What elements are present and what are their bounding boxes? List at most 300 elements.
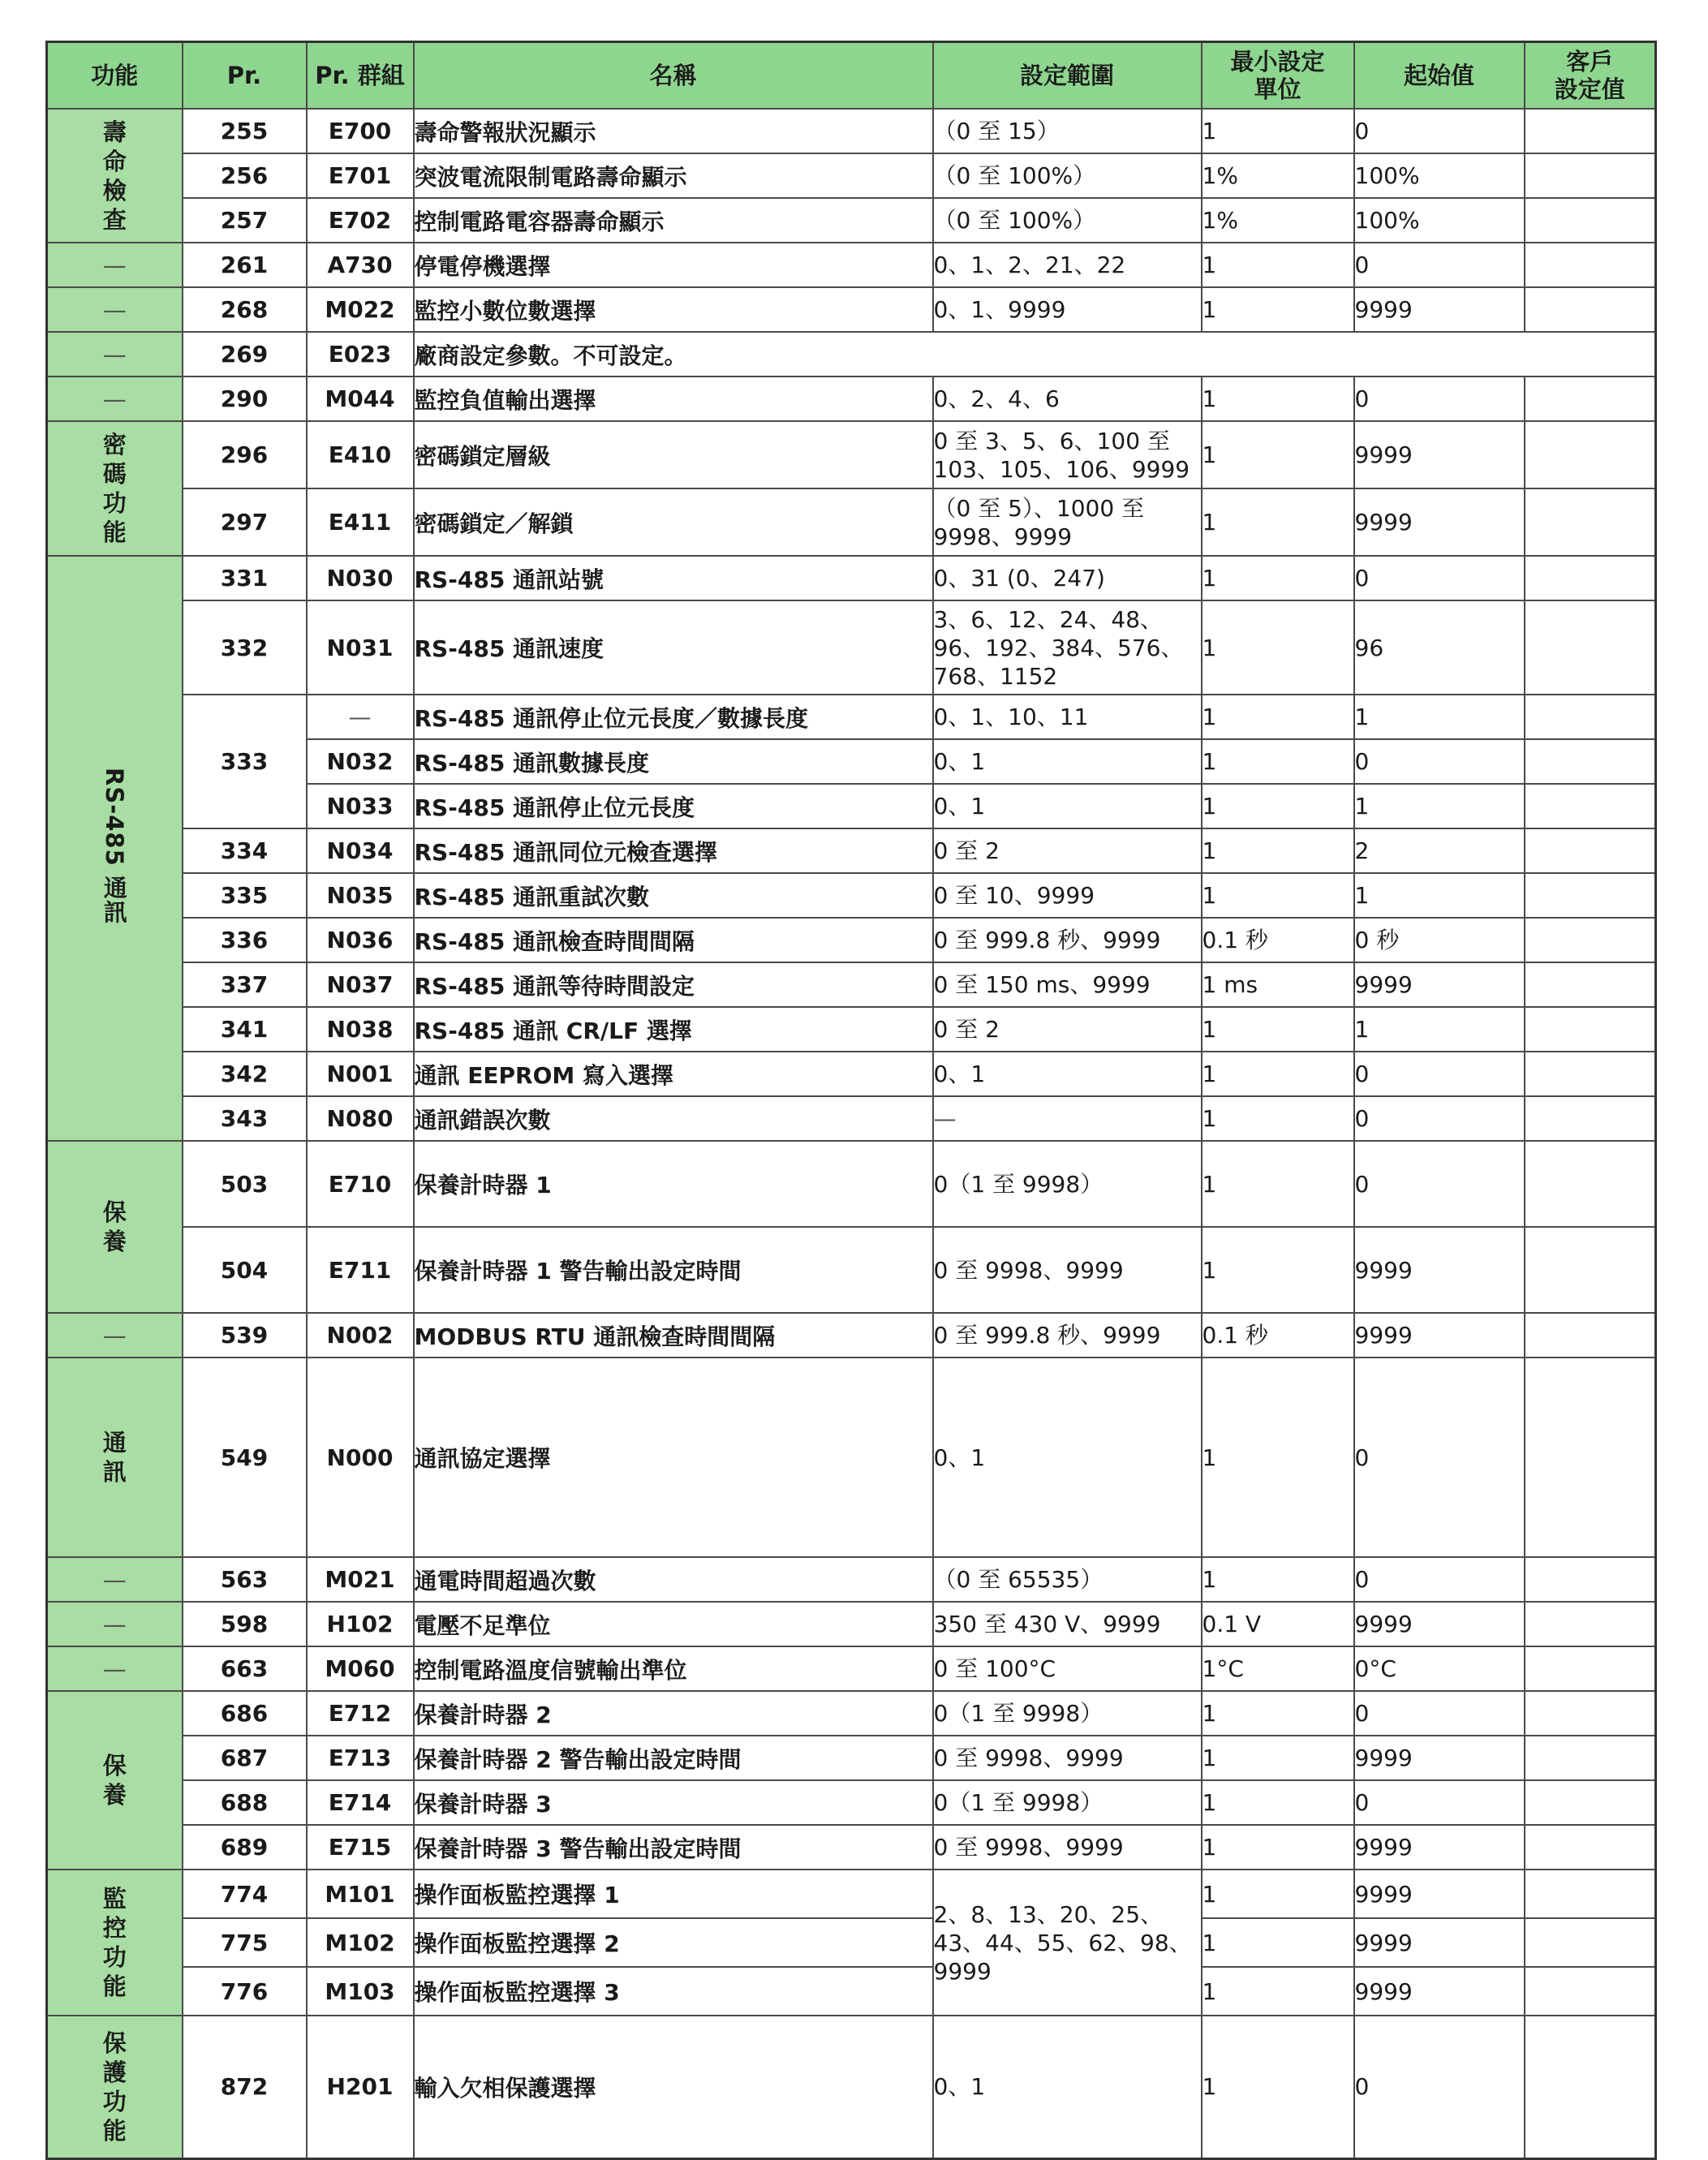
cell-pr: 331 <box>183 556 307 600</box>
cell-pr: 774 <box>183 1870 307 1918</box>
table-row <box>47 1870 1656 1918</box>
cell-range: — <box>933 1096 1202 1141</box>
cell-group: M101 <box>307 1870 414 1918</box>
cell-unit: 1 <box>1202 1780 1354 1825</box>
cell-range: （0 至 100%） <box>933 153 1202 198</box>
cell-init: 9999 <box>1354 1870 1525 1918</box>
cell-range <box>933 1870 1202 2016</box>
cell-init: 0 <box>1354 2016 1525 2158</box>
cell-customer[interactable] <box>1525 109 1656 153</box>
cell-name: 保養計時器 2 警告輸出設定時間 <box>414 1736 933 1780</box>
range-line: （0 至 5）、1000 至 <box>933 494 1145 522</box>
table-row <box>47 1602 1656 1646</box>
cell-unit: 1 <box>1202 1096 1354 1141</box>
header-init: 起始值 <box>1354 42 1525 110</box>
table-row <box>47 1691 1656 1736</box>
cell-group: N030 <box>307 556 414 600</box>
range-line: 9999 <box>933 1957 992 1985</box>
table-row <box>47 243 1656 287</box>
category-communication: 通 訊 <box>47 1358 183 1557</box>
cell-init: 1 <box>1354 695 1525 739</box>
cell-customer[interactable] <box>1525 1870 1656 1918</box>
cell-group: — <box>307 695 414 739</box>
cell-pr: 343 <box>183 1096 307 1141</box>
cell-name: 保養計時器 3 警告輸出設定時間 <box>414 1825 933 1870</box>
cell-name: RS-485 通訊數據長度 <box>414 739 933 784</box>
cell-unit: 1 <box>1202 828 1354 873</box>
cell-customer[interactable] <box>1525 1646 1656 1691</box>
cell-init: 0 <box>1354 1557 1525 1602</box>
cell-range: 0 至 150 ms、9999 <box>933 962 1202 1007</box>
table-row <box>47 1736 1656 1780</box>
cell-unit: 1 <box>1202 1358 1354 1557</box>
cell-customer[interactable] <box>1525 1007 1656 1052</box>
cell-customer[interactable] <box>1525 1918 1656 1967</box>
cell-name: 監控負值輸出選擇 <box>414 376 933 421</box>
cell-unit: 1 <box>1202 1967 1354 2016</box>
cell-range: 0 至 10、9999 <box>933 873 1202 918</box>
cell-unit: 1 <box>1202 1691 1354 1736</box>
cell-group: N002 <box>307 1313 414 1358</box>
table-row <box>47 1141 1656 1227</box>
cell-group: N034 <box>307 828 414 873</box>
cell-range: （0 至 15） <box>933 109 1202 153</box>
range-line: 9998、9999 <box>933 523 1073 550</box>
table-row <box>47 1358 1656 1557</box>
cell-name: 壽命警報狀況顯示 <box>414 109 933 153</box>
cell-pr: 504 <box>183 1227 307 1313</box>
header-func: 功能 <box>47 42 183 110</box>
cell-init: 0 <box>1354 1780 1525 1825</box>
cell-group: M044 <box>307 376 414 421</box>
cell-customer[interactable] <box>1525 243 1656 287</box>
cell-customer[interactable] <box>1525 1736 1656 1780</box>
table-row <box>47 1780 1656 1825</box>
cell-range: 0、31 (0、247) <box>933 556 1202 600</box>
cell-name: RS-485 通訊重試次數 <box>414 873 933 918</box>
cell-range: 0 至 2 <box>933 828 1202 873</box>
cell-group: M021 <box>307 1557 414 1602</box>
cell-customer[interactable] <box>1525 600 1656 695</box>
cell-group: H201 <box>307 2016 414 2158</box>
cell-init: 9999 <box>1354 421 1525 488</box>
cell-name: RS-485 通訊檢查時間間隔 <box>414 918 933 962</box>
cell-customer[interactable] <box>1525 1780 1656 1825</box>
cell-name: 通訊錯誤次數 <box>414 1096 933 1141</box>
cell-pr: 872 <box>183 2016 307 2158</box>
cell-name: 保養計時器 3 <box>414 1780 933 1825</box>
cell-name: 控制電路溫度信號輸出準位 <box>414 1646 933 1691</box>
cell-range: 0、1、9999 <box>933 287 1202 332</box>
cell-customer[interactable] <box>1525 918 1656 962</box>
cell-init: 9999 <box>1354 1967 1525 2016</box>
range-line: 2、8、13、20、25、 <box>933 1900 1164 1928</box>
cell-pr: 335 <box>183 873 307 918</box>
cell-range: 0、1 <box>933 1358 1202 1557</box>
cell-unit: 1 <box>1202 1227 1354 1313</box>
category-maintenance: 保 養 <box>47 1691 183 1870</box>
cell-name-note: 廠商設定參數。不可設定。 <box>414 332 1656 376</box>
range-line: 768、1152 <box>933 662 1058 690</box>
cell-group: N001 <box>307 1052 414 1096</box>
cell-group: E023 <box>307 332 414 376</box>
cell-unit: 1 <box>1202 556 1354 600</box>
category-rs485: RS-485 通訊 <box>47 556 183 1141</box>
cell-customer[interactable] <box>1525 695 1656 739</box>
cell-group: E714 <box>307 1780 414 1825</box>
cell-range: 0 至 999.8 秒、9999 <box>933 918 1202 962</box>
table-row <box>47 488 1656 556</box>
cell-unit: 1 <box>1202 287 1354 332</box>
cell-unit: 1 <box>1202 873 1354 918</box>
cell-pr: 297 <box>183 488 307 556</box>
cell-group: E712 <box>307 1691 414 1736</box>
cell-name: 操作面板監控選擇 1 <box>414 1870 933 1918</box>
cell-group: N038 <box>307 1007 414 1052</box>
table-row <box>47 1918 1656 1967</box>
cell-unit: 1 <box>1202 1870 1354 1918</box>
cell-range <box>933 488 1202 556</box>
cell-customer[interactable] <box>1525 1825 1656 1870</box>
table-row <box>47 1646 1656 1691</box>
cell-group: M102 <box>307 1918 414 1967</box>
range-line: 0 至 3、5、6、100 至 <box>933 427 1170 454</box>
cell-customer[interactable] <box>1525 1096 1656 1141</box>
cell-range: 0、1 <box>933 1052 1202 1096</box>
cell-name: 監控小數位數選擇 <box>414 287 933 332</box>
cell-init: 0 <box>1354 1141 1525 1227</box>
cell-init: 9999 <box>1354 287 1525 332</box>
header-name: 名稱 <box>414 42 933 110</box>
cell-name: RS-485 通訊同位元檢查選擇 <box>414 828 933 873</box>
category-none: — <box>47 1646 183 1691</box>
cell-init: 0 <box>1354 1096 1525 1141</box>
cell-customer[interactable] <box>1525 2016 1656 2158</box>
table-row <box>47 695 1656 739</box>
cell-group: N000 <box>307 1358 414 1557</box>
cell-name: 突波電流限制電路壽命顯示 <box>414 153 933 198</box>
cell-pr: 342 <box>183 1052 307 1096</box>
table-row <box>47 1052 1656 1096</box>
cell-pr: 686 <box>183 1691 307 1736</box>
cell-init: 100% <box>1354 198 1525 243</box>
cell-pr: 687 <box>183 1736 307 1780</box>
cell-unit: 1 <box>1202 243 1354 287</box>
cell-group: E411 <box>307 488 414 556</box>
cell-customer[interactable] <box>1525 198 1656 243</box>
category-none: — <box>47 1602 183 1646</box>
cell-customer[interactable] <box>1525 376 1656 421</box>
cell-range: 0、2、4、6 <box>933 376 1202 421</box>
table-row <box>47 918 1656 962</box>
table-row <box>47 153 1656 198</box>
cell-init: 2 <box>1354 828 1525 873</box>
cell-pr: 563 <box>183 1557 307 1602</box>
cell-name: 操作面板監控選擇 2 <box>414 1918 933 1967</box>
range-line: 103、105、106、9999 <box>933 455 1190 483</box>
cell-customer[interactable] <box>1525 739 1656 784</box>
cell-range: （0 至 100%） <box>933 198 1202 243</box>
cell-pr: 775 <box>183 1918 307 1967</box>
cell-customer[interactable] <box>1525 1602 1656 1646</box>
cell-customer[interactable] <box>1525 421 1656 488</box>
table-row <box>47 2016 1656 2158</box>
table-row <box>47 962 1656 1007</box>
cell-unit: 1 <box>1202 695 1354 739</box>
table-row <box>47 600 1656 695</box>
cell-group: N035 <box>307 873 414 918</box>
header-customer: 客戶 設定值 <box>1525 42 1656 110</box>
cell-init: 0 <box>1354 109 1525 153</box>
cell-unit: 1 <box>1202 1825 1354 1870</box>
cell-init: 9999 <box>1354 1227 1525 1313</box>
cell-name: 電壓不足準位 <box>414 1602 933 1646</box>
category-none: — <box>47 243 183 287</box>
cell-unit: 1 <box>1202 376 1354 421</box>
cell-group: E701 <box>307 153 414 198</box>
cell-group: E711 <box>307 1227 414 1313</box>
cell-pr: 296 <box>183 421 307 488</box>
cell-range: 0 至 999.8 秒、9999 <box>933 1313 1202 1358</box>
table-row <box>47 1557 1656 1602</box>
table-row <box>47 1313 1656 1358</box>
cell-name: 保養計時器 1 <box>414 1141 933 1227</box>
cell-group: N033 <box>307 784 414 828</box>
header-pr: Pr. <box>183 42 307 110</box>
table-row <box>47 109 1656 153</box>
header-range: 設定範圍 <box>933 42 1202 110</box>
cell-name: RS-485 通訊 CR/LF 選擇 <box>414 1007 933 1052</box>
cell-customer[interactable] <box>1525 1227 1656 1313</box>
cell-name: 通訊協定選擇 <box>414 1358 933 1557</box>
cell-init: 96 <box>1354 600 1525 695</box>
cell-range: 0、1 <box>933 2016 1202 2158</box>
cell-unit: 1 <box>1202 488 1354 556</box>
cell-pr: 503 <box>183 1141 307 1227</box>
cell-name: 密碼鎖定層級 <box>414 421 933 488</box>
cell-init: 0 <box>1354 243 1525 287</box>
cell-range: 0 至 9998、9999 <box>933 1736 1202 1780</box>
cell-name: RS-485 通訊停止位元長度 <box>414 784 933 828</box>
cell-unit: 1°C <box>1202 1646 1354 1691</box>
cell-pr: 256 <box>183 153 307 198</box>
cell-pr: 688 <box>183 1780 307 1825</box>
cell-name: RS-485 通訊停止位元長度／數據長度 <box>414 695 933 739</box>
cell-name: 停電停機選擇 <box>414 243 933 287</box>
cell-unit: 1 <box>1202 739 1354 784</box>
cell-range: 0、1 <box>933 784 1202 828</box>
cell-customer[interactable] <box>1525 1313 1656 1358</box>
cell-customer[interactable] <box>1525 556 1656 600</box>
cell-unit: 1 ms <box>1202 962 1354 1007</box>
cell-group: M060 <box>307 1646 414 1691</box>
cell-customer[interactable] <box>1525 1557 1656 1602</box>
cell-range: 0 至 9998、9999 <box>933 1227 1202 1313</box>
cell-unit: 0.1 秒 <box>1202 1313 1354 1358</box>
cell-init: 0 秒 <box>1354 918 1525 962</box>
cell-group: E700 <box>307 109 414 153</box>
category-none: — <box>47 332 183 376</box>
cell-unit: 1 <box>1202 1141 1354 1227</box>
cell-group: E410 <box>307 421 414 488</box>
cell-group: N036 <box>307 918 414 962</box>
cell-name: 通訊 EEPROM 寫入選擇 <box>414 1052 933 1096</box>
cell-init: 9999 <box>1354 1825 1525 1870</box>
cell-group: N037 <box>307 962 414 1007</box>
range-line: 43、44、55、62、98、 <box>933 1929 1192 1956</box>
cell-init: 1 <box>1354 1007 1525 1052</box>
table-row <box>47 1096 1656 1141</box>
cell-init: 9999 <box>1354 1313 1525 1358</box>
cell-pr: 663 <box>183 1646 307 1691</box>
cell-group: N031 <box>307 600 414 695</box>
cell-customer[interactable] <box>1525 1967 1656 2016</box>
cell-group: M022 <box>307 287 414 332</box>
cell-pr: 269 <box>183 332 307 376</box>
table-row <box>47 287 1656 332</box>
category-none: — <box>47 1557 183 1602</box>
cell-range: 0（1 至 9998） <box>933 1780 1202 1825</box>
table-row <box>47 332 1656 376</box>
cell-customer[interactable] <box>1525 153 1656 198</box>
cell-unit: 1 <box>1202 784 1354 828</box>
cell-range: 0、1、2、21、22 <box>933 243 1202 287</box>
category-none: — <box>47 287 183 332</box>
cell-name: 保養計時器 1 警告輸出設定時間 <box>414 1227 933 1313</box>
cell-pr: 268 <box>183 287 307 332</box>
cell-name: 操作面板監控選擇 3 <box>414 1967 933 2016</box>
cell-group: E702 <box>307 198 414 243</box>
cell-group: E710 <box>307 1141 414 1227</box>
category-password: 密 碼 功 能 <box>47 421 183 556</box>
cell-customer[interactable] <box>1525 1052 1656 1096</box>
cell-range: 0（1 至 9998） <box>933 1141 1202 1227</box>
category-protection: 保 護 功 能 <box>47 2016 183 2158</box>
cell-range: 0 至 9998、9999 <box>933 1825 1202 1870</box>
category-none: — <box>47 376 183 421</box>
cell-name: 通電時間超過次數 <box>414 1557 933 1602</box>
cell-range: 0 至 100°C <box>933 1646 1202 1691</box>
cell-init: 0 <box>1354 739 1525 784</box>
cell-unit: 0.1 V <box>1202 1602 1354 1646</box>
cell-group: A730 <box>307 243 414 287</box>
cell-customer[interactable] <box>1525 873 1656 918</box>
category-monitor: 監 控 功 能 <box>47 1870 183 2016</box>
table-row <box>47 421 1656 488</box>
range-line: 96、192、384、576、 <box>933 634 1184 661</box>
cell-init: 9999 <box>1354 488 1525 556</box>
cell-group: E715 <box>307 1825 414 1870</box>
cell-unit: 1 <box>1202 1052 1354 1096</box>
table-row <box>47 198 1656 243</box>
cell-pr: 776 <box>183 1967 307 2016</box>
cell-name: 保養計時器 2 <box>414 1691 933 1736</box>
cell-pr: 255 <box>183 109 307 153</box>
cell-unit: 1 <box>1202 1557 1354 1602</box>
cell-customer[interactable] <box>1525 287 1656 332</box>
cell-init: 9999 <box>1354 1736 1525 1780</box>
cell-range: 0 至 2 <box>933 1007 1202 1052</box>
cell-customer[interactable] <box>1525 1141 1656 1227</box>
cell-pr: 337 <box>183 962 307 1007</box>
cell-unit: 1 <box>1202 2016 1354 2158</box>
cell-customer[interactable] <box>1525 488 1656 556</box>
cell-name: 密碼鎖定／解鎖 <box>414 488 933 556</box>
table-row <box>47 1967 1656 2016</box>
cell-range: （0 至 65535） <box>933 1557 1202 1602</box>
cell-range <box>933 421 1202 488</box>
header-unit: 最小設定 單位 <box>1202 42 1354 110</box>
parameter-table <box>45 41 1657 2160</box>
cell-pr: 333 <box>183 695 307 828</box>
cell-range <box>933 600 1202 695</box>
cell-pr: 539 <box>183 1313 307 1358</box>
cell-pr: 332 <box>183 600 307 695</box>
cell-range: 0、1、10、11 <box>933 695 1202 739</box>
cell-group: N032 <box>307 739 414 784</box>
cell-unit: 1 <box>1202 109 1354 153</box>
cell-unit: 1 <box>1202 1736 1354 1780</box>
cell-unit: 1 <box>1202 600 1354 695</box>
cell-pr: 334 <box>183 828 307 873</box>
cell-init: 9999 <box>1354 1918 1525 1967</box>
table-row <box>47 376 1656 421</box>
cell-customer[interactable] <box>1525 784 1656 828</box>
cell-init: 0°C <box>1354 1646 1525 1691</box>
cell-customer[interactable] <box>1525 1691 1656 1736</box>
cell-name: 控制電路電容器壽命顯示 <box>414 198 933 243</box>
cell-pr: 336 <box>183 918 307 962</box>
cell-pr: 341 <box>183 1007 307 1052</box>
cell-name: RS-485 通訊站號 <box>414 556 933 600</box>
cell-group: N080 <box>307 1096 414 1141</box>
category-maintenance: 保 養 <box>47 1141 183 1313</box>
cell-init: 0 <box>1354 556 1525 600</box>
category-none: — <box>47 1313 183 1358</box>
cell-init: 0 <box>1354 1358 1525 1557</box>
cell-customer[interactable] <box>1525 962 1656 1007</box>
cell-name: RS-485 通訊速度 <box>414 600 933 695</box>
cell-group: E713 <box>307 1736 414 1780</box>
cell-group: H102 <box>307 1602 414 1646</box>
table-row <box>47 1227 1656 1313</box>
cell-unit: 1% <box>1202 153 1354 198</box>
cell-range: 350 至 430 V、9999 <box>933 1602 1202 1646</box>
cell-name: MODBUS RTU 通訊檢查時間間隔 <box>414 1313 933 1358</box>
cell-customer[interactable] <box>1525 828 1656 873</box>
cell-unit: 1% <box>1202 198 1354 243</box>
cell-pr: 598 <box>183 1602 307 1646</box>
cell-init: 0 <box>1354 1052 1525 1096</box>
cell-pr: 689 <box>183 1825 307 1870</box>
cell-pr: 290 <box>183 376 307 421</box>
cell-init: 9999 <box>1354 962 1525 1007</box>
table-row <box>47 828 1656 873</box>
table-row <box>47 556 1656 600</box>
cell-range: 0（1 至 9998） <box>933 1691 1202 1736</box>
cell-pr: 549 <box>183 1358 307 1557</box>
header-row <box>47 42 1656 110</box>
cell-unit: 1 <box>1202 421 1354 488</box>
cell-name: 輸入欠相保護選擇 <box>414 2016 933 2158</box>
table-row <box>47 1825 1656 1870</box>
table-row <box>47 873 1656 918</box>
cell-customer[interactable] <box>1525 1358 1656 1557</box>
cell-pr: 257 <box>183 198 307 243</box>
cell-unit: 1 <box>1202 1918 1354 1967</box>
cell-init: 1 <box>1354 873 1525 918</box>
table-row <box>47 1007 1656 1052</box>
